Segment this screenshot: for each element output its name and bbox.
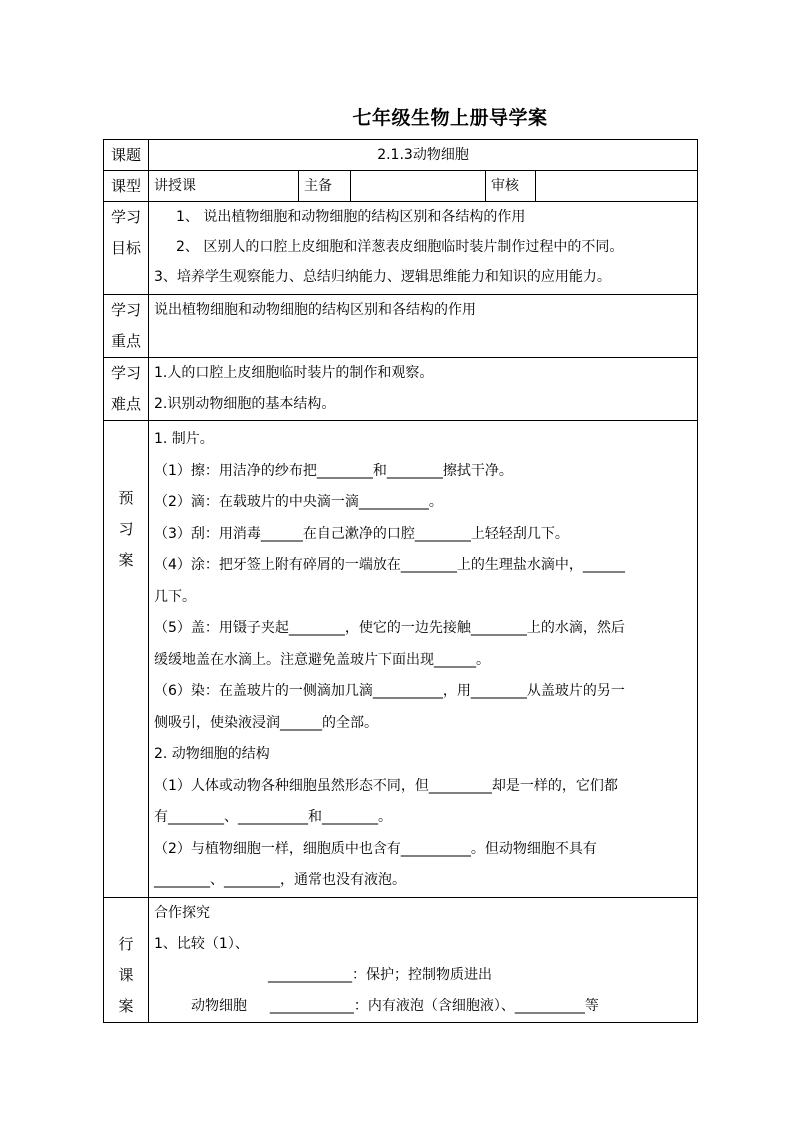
difficulties-label-line-2: 难点 [110,395,141,413]
practice-label-char-2: 课 [118,965,134,984]
key-points-row [104,295,698,358]
preview-line: 1. 制片。 [154,431,214,447]
preview-label-char-1: 预 [118,489,134,507]
goal-item-1: 1、 说出植物细胞和动物细胞的结构区别和各结构的作用 [176,209,526,225]
goals-label-line-2: 目标 [110,239,141,257]
goal-item-2: 2、 区别人的口腔上皮细胞和洋葱表皮细胞临时装片制作过程中的不同。 [176,239,624,255]
goals-row [104,202,698,295]
goals-label [104,202,149,295]
preview-line: 2. 动物细胞的结构 [154,746,270,762]
preview-label [104,421,149,898]
preview-line: （2）与植物细胞一样，细胞质中也含有__________。但动物细胞不具有 [154,840,597,857]
key-points-text: 说出植物细胞和动物细胞的结构区别和各结构的作用 [149,295,698,358]
preview-line: （1）擦：用洁净的纱布把________和________擦拭干净。 [154,462,513,479]
preview-line: （1）人体或动物各种细胞虽然形态不同，但_________却是一样的，它们都 [154,777,618,794]
reviewer-label: 审核 [486,171,536,202]
topic-row [104,140,698,171]
goals-content [149,202,698,295]
difficulties-content [149,358,698,421]
key-points-label [104,295,149,358]
preview-line: 几下。 [154,588,196,605]
difficulty-item-1: 1.人的口腔上皮细胞临时装片的制作和观察。 [154,365,434,381]
key-points-label-line-2: 重点 [110,332,141,350]
reviewer-value [536,171,698,202]
practice-label-char-1: 行 [118,934,134,953]
topic-label: 课题 [104,140,149,171]
preview-line: （2）滴：在载玻片的中央滴一滴__________。 [154,494,443,510]
practice-heading: 合作探究 [154,904,210,921]
preview-label-char-3: 案 [118,551,134,569]
preview-line: （4）涂：把牙签上附有碎屑的一端放在________上的生理盐水滴中，______ [154,557,625,573]
practice-line-2 [154,991,692,1022]
key-points-label-line-1: 学习 [110,301,141,319]
type-value: 讲授课 [149,171,299,202]
practice-label-char-3: 案 [118,996,134,1015]
preview-label-char-2: 习 [118,520,134,538]
preview-row [104,421,698,898]
study-plan-table [103,139,698,1023]
practice-content [149,897,698,1022]
practice-row [104,897,698,1022]
goal-item-3: 3、培养学生观察能力、总结归纳能力、逻辑思维能力和知识的应用能力。 [154,269,611,285]
preview-line: ________、________，通常也没有液泡。 [154,872,406,888]
practice-line-1: ____________：保护；控制物质进出 [268,966,492,983]
preview-line: 侧吸引，使染液浸润______的全部。 [154,714,378,731]
type-row [104,171,698,202]
preview-line: 缓缓地盖在水滴上。注意避免盖玻片下面出现______。 [154,651,490,668]
preview-line: （6）染：在盖玻片的一侧滴加几滴__________，用________从盖玻片的另一 [154,683,625,699]
difficulties-label-line-1: 学习 [110,364,141,382]
difficulties-row [104,358,698,421]
difficulty-item-2: 2.识别动物细胞的基本结构。 [154,396,336,412]
preview-line: 有________、__________和________。 [154,809,392,825]
practice-label [104,897,149,1022]
preview-content [149,421,698,898]
type-label: 课型 [104,171,149,202]
practice-line-2-text: ____________：内有液泡（含细胞液）、__________等 [269,997,599,1014]
document-title: 七年级生物上册导学案 [352,107,548,129]
preview-line: （5）盖：用镊子夹起________，使它的一边先接触________上的水滴，然后 [154,620,625,636]
preparer-value [351,171,486,202]
preview-line: （3）刮：用消毒______在自己漱净的口腔________上轻轻刮几下。 [154,525,569,542]
difficulties-label [104,358,149,421]
goals-label-line-1: 学习 [110,208,141,226]
preparer-label: 主备 [299,171,351,202]
practice-line-2-prefix: 动物细胞 [191,997,247,1014]
practice-compare: 1、比较（1）、 [154,935,249,952]
topic-value: 2.1.3动物细胞 [149,140,698,171]
